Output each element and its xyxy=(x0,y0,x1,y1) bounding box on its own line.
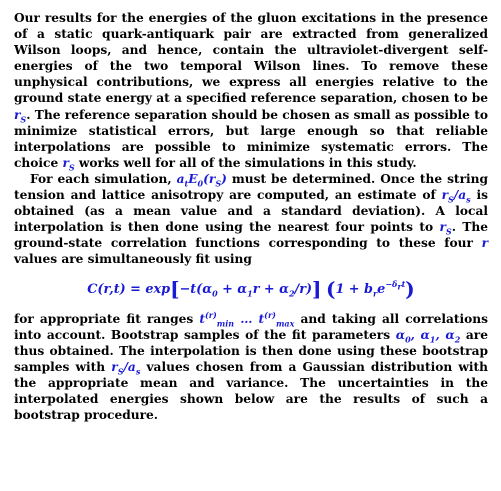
paragraph-2-text-a: For each simulation, xyxy=(30,171,177,186)
paragraph-3-text-d: values chosen from a Gaussian distribution with the appropriate mean and variance. The uncertainties in the interpolated energies shown below are the results of such a bootstrap procedure. xyxy=(14,359,488,423)
math-rs-over-as: $r_S/a_s$ xyxy=(441,188,471,205)
paragraph-2-text-e: values are simultaneously fit using xyxy=(14,252,252,267)
paragraph-1 xyxy=(14,10,488,171)
paper-body xyxy=(14,10,488,423)
paragraph-2-text-d: . The ground-state correlation functions corresponding to these four xyxy=(14,220,489,251)
paragraph-3-text-b: and taking all correlations into account. Bootstrap samples of the fit parameters xyxy=(14,311,488,342)
fit-equation: $C(r,t) = \exp[-t(\alpha_0 + \alpha_1r + \alpha_2/r)] (1 + b_re^{-\delta_rt})$ xyxy=(87,276,415,301)
math-rs-3: $r_S$ xyxy=(439,220,452,237)
paragraph-3 xyxy=(14,311,488,424)
paragraph-1-text-a: Our results for the energies of the gluon excitations in the presence of a static quark-antiquark pair are extracted from generalized Wilson loops, and hence, contain the ultraviolet-divergent self-energies of the two temporal Wilson lines. To remove these unphysical contributions, we express all energies relative to the ground state energy at a specified reference separation, chosen to be xyxy=(14,11,488,106)
math-rs-over-as-2: $r_S/a_s$ xyxy=(111,359,141,377)
math-alphas: $\alpha_0$, $\alpha_1$, $\alpha_2$ xyxy=(395,327,461,345)
math-rs: $r_S$ xyxy=(14,107,27,124)
paragraph-3-text-c: are thus obtained. The interpolation is then done using these bootstrap samples with xyxy=(14,327,488,374)
paragraph-2-text-c: is obtained (as a mean value and a standard deviation). A local interpolation is then done using the nearest four points to xyxy=(14,188,488,235)
math-r: r xyxy=(481,236,488,251)
paragraph-2 xyxy=(14,171,488,268)
paragraph-3-text-a: for appropriate fit ranges xyxy=(14,311,200,326)
math-fit-range: $t^{(r)}_{min}$ … $t^{(r)}_{max}$ xyxy=(199,309,295,328)
math-atE0rs: $a_tE_0(r_S)$ xyxy=(176,171,227,189)
paragraph-2-text-b: must be determined. Once the string tension and lattice anisotropy are computed, an estimate of xyxy=(14,171,488,203)
math-rs-2: $r_S$ xyxy=(62,155,75,173)
paragraph-1-text-b: . The reference separation should be chosen as small as possible to minimize statistical errors, but large enough so that reliable interpolations are possible to minimize systematic errors. The choice xyxy=(14,107,488,170)
paragraph-1-text-c: works well for all of the simulations in this study. xyxy=(74,155,417,170)
